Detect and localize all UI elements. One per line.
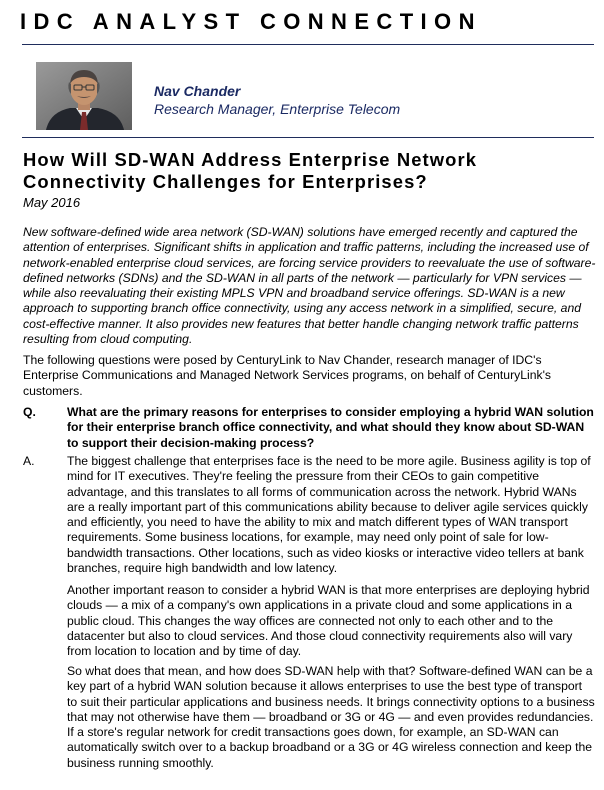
document-title: How Will SD-WAN Address Enterprise Network Connectivity Challenges for Enterprises? xyxy=(23,149,478,192)
question-text: What are the primary reasons for enterprises to consider employing a hybrid WAN solution for their enterprise branch office connectivity, and what should they know about SD-WAN to support their decision-making process? xyxy=(67,405,594,450)
publication-date: May 2016 xyxy=(23,195,81,210)
answer-paragraph: Another important reason to consider a hybrid WAN is that more enterprises are deploying hybrid clouds — a mix of a company's own applications in a private cloud and some applications in a public cloud. This changes the way offices are connected not only to each other and to the datacenter but also to cloud services. And those cloud connectivity requirements also will vary from location to location and by time of day. xyxy=(67,583,590,659)
author-title: Research Manager, Enterprise Telecom xyxy=(154,101,401,117)
author-photo xyxy=(36,62,132,130)
author-portrait-image xyxy=(36,62,132,130)
author-rule xyxy=(22,137,594,138)
answer-paragraph: So what does that mean, and how does SD-WAN help with that? Software-defined WAN can be a key part of a hybrid WAN solution because it allows enterprises to use the best type of transport to suit their particular applications and business needs. It brings connectivity options to a business that may not otherwise have them — broadband or 3G or 4G — and even provides redundancies. If a store's regular network for credit transactions goes down, for example, an SD-WAN can automatically switch over to a backup broadband or a 3G or 4G wireless connection and keep the business running smoothly. xyxy=(67,664,595,770)
header-rule xyxy=(22,44,594,45)
masthead: IDC ANALYST CONNECTION xyxy=(20,9,482,34)
question-label: Q. xyxy=(23,405,36,419)
abstract-paragraph: New software-defined wide area network (SD-WAN) solutions have emerged recently and captured the attention of enterprises. Significant shifts in application and traffic patterns, including the increased use of network-enabled enterprise cloud services, are forcing service providers to reevaluate the use of software-defined networks (SDNs) and the SD-WAN in all parts of the network — particularly for VPN services — while also reevaluating their existing MPLS VPN and broadband service offerings. SD-WAN is a new approach to supporting branch office connectivity, using any access network in a simplified, secure, and cost-effective manner. It also provides new features that better handle changing network traffic patterns resulting from cloud computing. xyxy=(23,225,596,347)
answer-paragraph: The biggest challenge that enterprises face is the need to be more agile. Business agility is top of mind for IT executives. They're feeling the pressure from their CEOs to gain competitive advantage, and this translates to all forms of communication across the network. Hybrid WANs are a really important part of this communications ability because to deliver agile services quickly and efficiently, you need to have the ability to mix and match different types of WAN transport requirements. Some business locations, for example, may need only point of sale for low-bandwidth transactions. Other locations, such as video kiosks or interactive video tellers at bank branches, require high bandwidth and low latency. xyxy=(67,454,591,576)
intro-paragraph: The following questions were posed by CenturyLink to Nav Chander, research manager of IDC's Enterprise Communications and Managed Network Services programs, on behalf of CenturyLink's customers. xyxy=(23,353,551,398)
author-name: Nav Chander xyxy=(154,83,241,99)
answer-label: A. xyxy=(23,454,35,468)
